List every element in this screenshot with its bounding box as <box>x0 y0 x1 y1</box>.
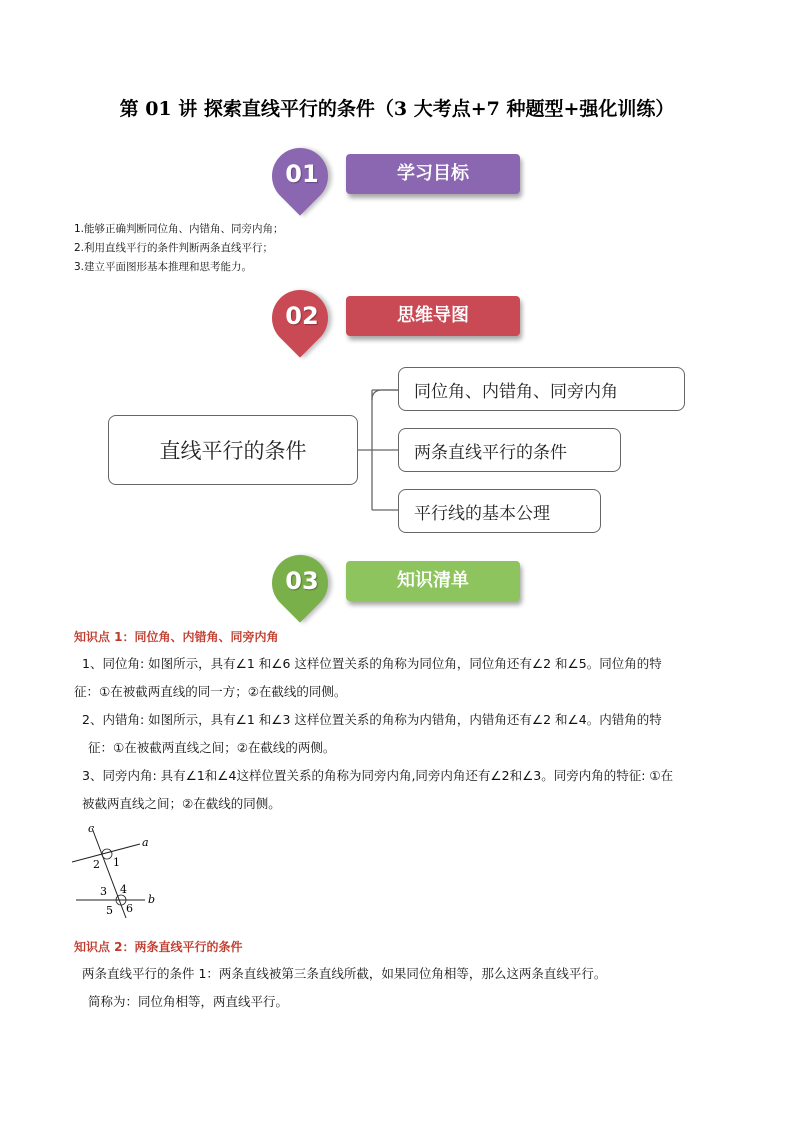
text-line: 两条直线平行的条件 1：两条直线被第三条直线所截，如果同位角相等，那么这两条直线平行。 <box>82 966 607 981</box>
line-label-c: c <box>88 822 95 835</box>
knowledge-heading-1: 知识点 1：同位角、内错角、同旁内角 <box>74 630 279 644</box>
angle-label: 4 <box>120 883 127 896</box>
objective-item: 3.建立平面图形基本推理和思考能力。 <box>74 261 253 273</box>
badge-label: 思维导图 <box>346 296 520 336</box>
angle-label: 5 <box>106 904 113 917</box>
line-label-a: a <box>142 836 149 849</box>
angle-label: 2 <box>93 858 100 871</box>
text-line: 简称为：同位角相等，两直线平行。 <box>88 994 289 1009</box>
badge-number: 03 <box>285 567 319 595</box>
section-badge-knowledge <box>272 555 532 619</box>
parallel-lines-figure <box>70 820 170 920</box>
line-label-b: b <box>148 893 156 906</box>
mindmap-child: 两条直线平行的条件 <box>398 428 621 472</box>
page-title: 第 01 讲 探索直线平行的条件（3 大考点+7 种题型+强化训练） <box>119 98 675 120</box>
objective-item: 2.利用直线平行的条件判断两条直线平行； <box>74 242 274 254</box>
objective-item: 1.能够正确判断同位角、内错角、同旁内角； <box>74 223 284 235</box>
text-line: 征：①在被截两直线的同一方；②在截线的同侧。 <box>74 684 347 699</box>
text-line: 征：①在被截两直线之间；②在截线的两侧。 <box>88 740 336 755</box>
mindmap-root: 直线平行的条件 <box>108 415 358 485</box>
badge-number: 01 <box>285 160 319 188</box>
knowledge-heading-2: 知识点 2：两条直线平行的条件 <box>74 940 243 954</box>
badge-label: 知识清单 <box>346 561 520 601</box>
angle-label: 1 <box>113 856 120 869</box>
badge-label: 学习目标 <box>346 154 520 194</box>
angle-label: 6 <box>126 902 133 915</box>
text-line: 被截两直线之间；②在截线的同侧。 <box>82 796 281 811</box>
badge-number: 02 <box>285 302 319 330</box>
text-line: 3、同旁内角: 具有∠1和∠4这样位置关系的角称为同旁内角,同旁内角还有∠2和∠3。同旁内角的特征: ①在 <box>82 768 674 783</box>
text-line: 1、同位角: 如图所示，具有∠1 和∠6 这样位置关系的角称为同位角，同位角还有∠2 和∠5。同位角的特 <box>82 656 662 671</box>
knowledge-body-1 <box>74 650 724 818</box>
mindmap-child: 同位角、内错角、同旁内角 <box>398 367 685 411</box>
mindmap-child: 平行线的基本公理 <box>398 489 601 533</box>
text-line: 2、内错角: 如图所示，具有∠1 和∠3 这样位置关系的角称为内错角，内错角还有∠2 和∠4。内错角的特 <box>82 712 662 727</box>
angle-label: 3 <box>100 885 107 898</box>
knowledge-body-2 <box>74 960 724 1016</box>
